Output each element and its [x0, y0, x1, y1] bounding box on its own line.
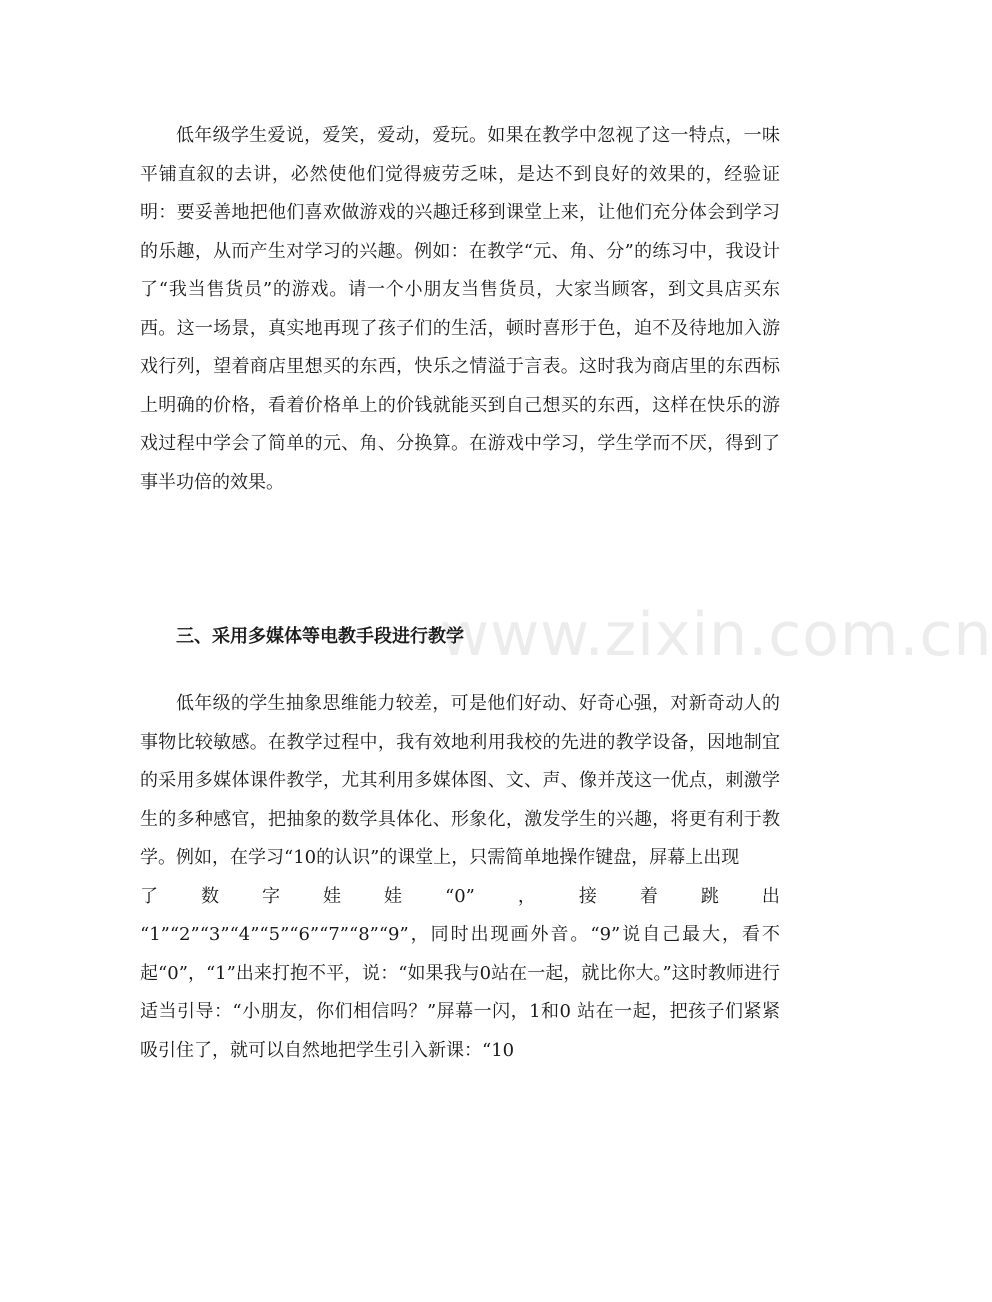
spread-word: 了: [140, 885, 158, 907]
spread-word: 字: [262, 885, 280, 907]
watermark: www.zixin.com.cn: [440, 600, 992, 670]
spread-word: 跳: [700, 885, 719, 907]
section-heading-3: [140, 618, 780, 656]
spread-word: 数: [201, 885, 219, 907]
section-heading: 三、采用多媒体等电教手段进行教学: [176, 626, 464, 647]
spread-word: 出: [761, 885, 780, 907]
spread-word: 娃: [323, 885, 341, 907]
spread-word: 接: [578, 885, 597, 907]
paragraph-multimedia-continued: “1”“2”“3”“4”“5”“6”“7”“8”“9”，同时出现画外音。“9”说自己最大，看不起“0”，“1”出来打抱不平，说：“如果我与0站在一起，就比你大。”这时教师进行适当引导：“小朋友，你们相信吗？”屏幕一闪，1和0 站在一起，把孩子们紧紧吸引住了，就可以自然地把学生引入新课：“10: [140, 924, 780, 1061]
paragraph-games: 低年级学生爱说，爱笑，爱动，爱玩。如果在教学中忽视了这一特点，一味平铺直叙的去讲，必然使他们觉得疲劳乏味，是达不到良好的效果的，经验证明：要妥善地把他们喜欢做游戏的兴趣迁移到课堂上来，让他们充分体会到学习的乐趣，从而产生对学习的兴趣。例如：在教学“元、角、分”的练习中，我设计了“我当售货员”的游戏。请一个小朋友当售货员，大家当顾客，到文具店买东西。这一场景，真实地再现了孩子们的生活，顿时喜形于色，迫不及待地加入游戏行列，望着商店里想买的东西，快乐之情溢于言表。这时我为商店里的东西标上明确的价格，看着价格单上的价钱就能买到自己想买的东西，这样在快乐的游戏过程中学会了简单的元、角、分换算。在游戏中学习，学生学而不厌，得到了事半功倍的效果。: [140, 125, 780, 493]
spread-line: [140, 878, 780, 917]
spread-word: “0”: [445, 885, 475, 907]
section-paragraph-1: [140, 117, 780, 502]
section-paragraph-2: [140, 685, 780, 1070]
spread-word: 娃: [384, 885, 402, 907]
spread-word: ，: [517, 885, 536, 907]
paragraph-multimedia: 低年级的学生抽象思维能力较差，可是他们好动、好奇心强，对新奇动人的事物比较敏感。在教学过程中，我有效地利用我校的先进的教学设备，因地制宜的采用多媒体课件教学，尤其利用多媒体图、文、声、像并茂这一优点，刺激学生的多种感官，把抽象的数学具体化、形象化，激发学生的兴趣，将更有利于教学。例如，在学习“10的认识”的课堂上，只需简单地操作键盘，屏幕上出现: [140, 693, 780, 868]
spread-word: 着: [639, 885, 658, 907]
